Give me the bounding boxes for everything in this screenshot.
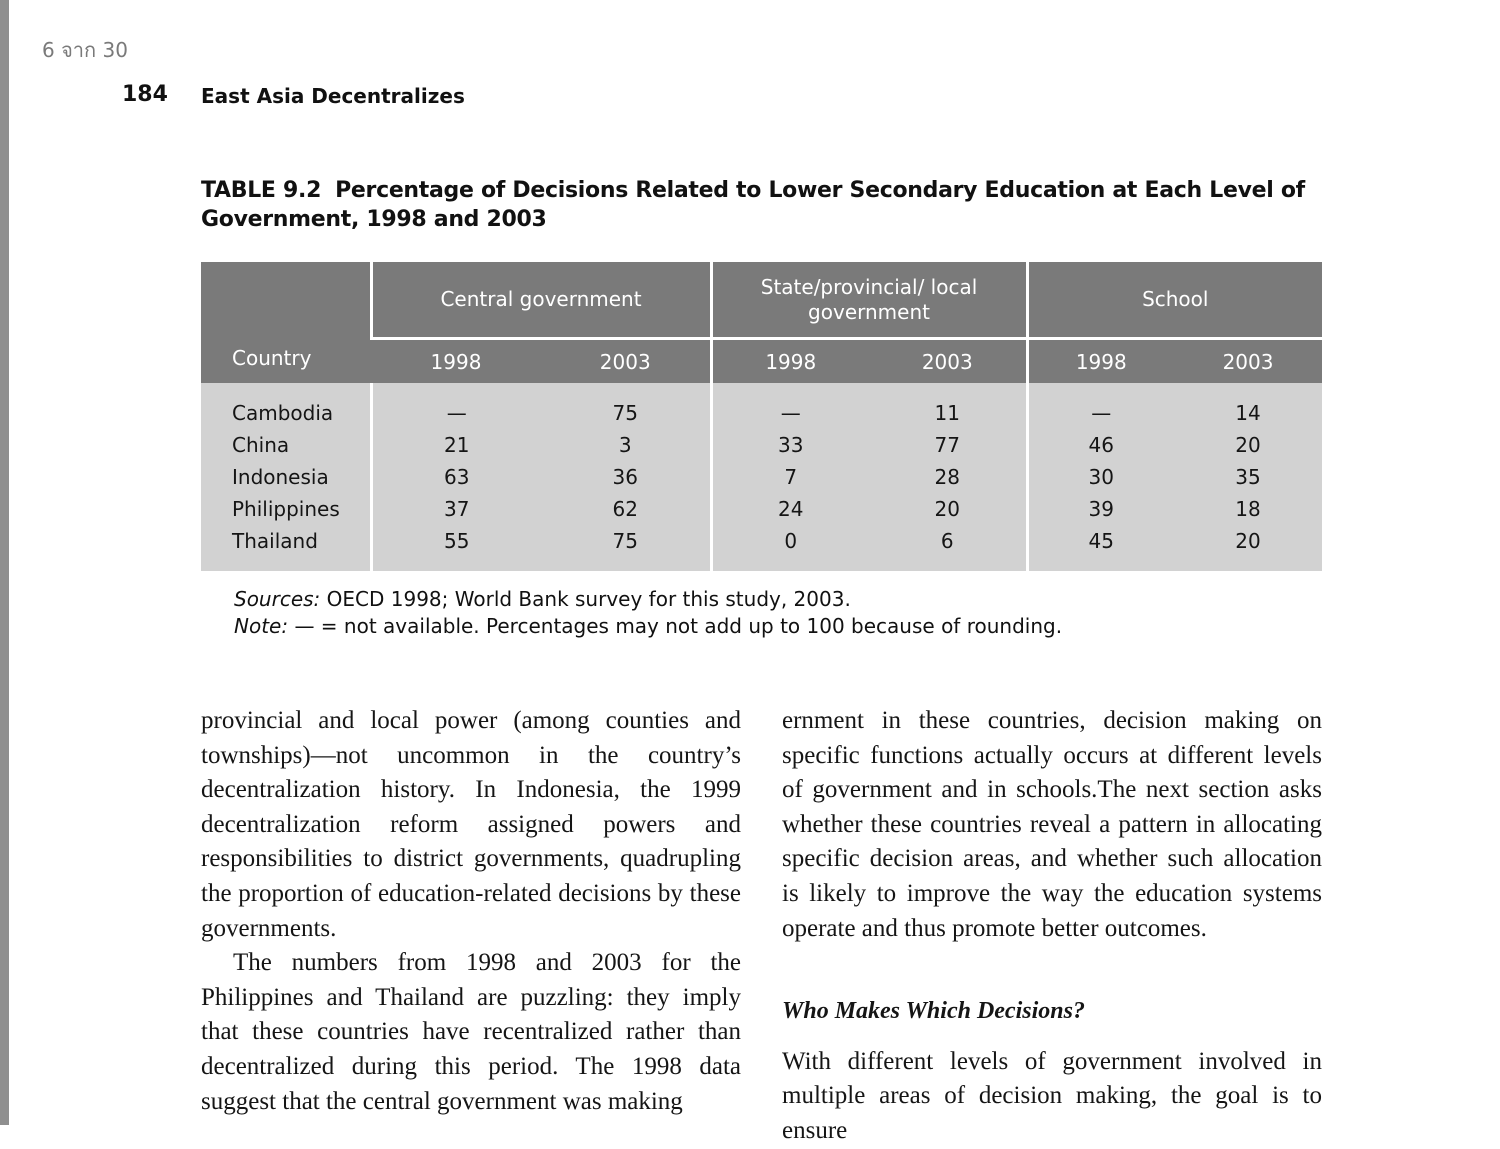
value-cell: 36 xyxy=(541,461,711,493)
value-cell: 35 xyxy=(1174,461,1322,493)
value-cell: 7 xyxy=(711,461,869,493)
group-header-school: School xyxy=(1027,262,1322,339)
value-cell: 24 xyxy=(711,493,869,525)
sources-label: Sources: xyxy=(234,587,321,611)
paragraph: The numbers from 1998 and 2003 for the Philippines and Thailand are puzzling: they imply that these countries have recentralized rather than decentralized during this period. The 1998 data suggest that the central government was making xyxy=(201,949,741,1115)
page-number: 184 xyxy=(122,82,168,107)
table-row xyxy=(201,429,1322,461)
value-cell: 28 xyxy=(869,461,1027,493)
table-row xyxy=(201,461,1322,493)
value-cell: 30 xyxy=(1027,461,1174,493)
year-header: 2003 xyxy=(541,339,711,384)
sources-line xyxy=(234,586,1062,613)
value-cell: 3 xyxy=(541,429,711,461)
country-cell: China xyxy=(201,429,371,461)
value-cell: 33 xyxy=(711,429,869,461)
value-cell: 14 xyxy=(1174,383,1322,429)
value-cell: 37 xyxy=(371,493,541,525)
year-header: 1998 xyxy=(711,339,869,384)
note-line xyxy=(234,613,1062,640)
table-caption xyxy=(201,176,1331,234)
table-row xyxy=(201,493,1322,525)
paragraph: ernment in these countries, decision making on specific functions actually occurs at different levels of government and in schools.The next section asks whether these countries reveal a pattern in allocating specific decision areas, and whether such allocation is likely to improve the way the education systems operate and thus promote better outcomes. xyxy=(782,707,1322,942)
table-notes xyxy=(234,586,1062,640)
year-header: 1998 xyxy=(1027,339,1174,384)
value-cell: — xyxy=(711,383,869,429)
value-cell: 77 xyxy=(869,429,1027,461)
table-number: TABLE 9.2 xyxy=(201,178,322,203)
viewer-left-edge xyxy=(0,0,9,1125)
value-cell: 55 xyxy=(371,525,541,571)
table-row xyxy=(201,525,1322,571)
year-header: 2003 xyxy=(869,339,1027,384)
value-cell: 20 xyxy=(1174,525,1322,571)
value-cell: 75 xyxy=(541,383,711,429)
value-cell: 6 xyxy=(869,525,1027,571)
country-cell: Philippines xyxy=(201,493,371,525)
group-header-central: Central government xyxy=(371,262,711,339)
value-cell: 20 xyxy=(869,493,1027,525)
running-head-title: East Asia Decentralizes xyxy=(201,84,465,108)
country-cell: Indonesia xyxy=(201,461,371,493)
paragraph: provincial and local power (among counties and townships)—not uncommon in the country’s decentralization history. In Indonesia, the 1999 decentralization reform assigned powers and responsibilities to district governments, quadrupling the proportion of education-related decisions by these governments. xyxy=(201,707,741,942)
value-cell: 20 xyxy=(1174,429,1322,461)
value-cell: 45 xyxy=(1027,525,1174,571)
year-header: 2003 xyxy=(1174,339,1322,384)
value-cell: — xyxy=(1027,383,1174,429)
value-cell: 11 xyxy=(869,383,1027,429)
year-header: 1998 xyxy=(371,339,541,384)
value-cell: 21 xyxy=(371,429,541,461)
country-header: Country xyxy=(201,262,371,383)
body-column-right xyxy=(782,704,1322,1149)
value-cell: — xyxy=(371,383,541,429)
decisions-table xyxy=(201,262,1322,571)
value-cell: 39 xyxy=(1027,493,1174,525)
table-title: Percentage of Decisions Related to Lower Secondary Education at Each Level of Government, 1998 and 2003 xyxy=(201,178,1305,232)
value-cell: 62 xyxy=(541,493,711,525)
body-column-left xyxy=(201,704,741,1119)
group-header-state: State/provincial/ local government xyxy=(711,262,1027,339)
value-cell: 0 xyxy=(711,525,869,571)
note-text: — = not available. Percentages may not add up to 100 because of rounding. xyxy=(294,614,1063,638)
paragraph: With different levels of government involved in multiple areas of decision making, the goal is to ensure xyxy=(782,1047,1322,1144)
value-cell: 18 xyxy=(1174,493,1322,525)
table-row xyxy=(201,383,1322,429)
note-label: Note: xyxy=(234,614,289,638)
value-cell: 63 xyxy=(371,461,541,493)
section-heading: Who Makes Which Decisions? xyxy=(782,998,1085,1025)
country-cell: Cambodia xyxy=(201,383,371,429)
country-cell: Thailand xyxy=(201,525,371,571)
value-cell: 46 xyxy=(1027,429,1174,461)
page-counter: 6 จาก 30 xyxy=(42,38,128,62)
sources-text: OECD 1998; World Bank survey for this study, 2003. xyxy=(326,587,851,611)
value-cell: 75 xyxy=(541,525,711,571)
